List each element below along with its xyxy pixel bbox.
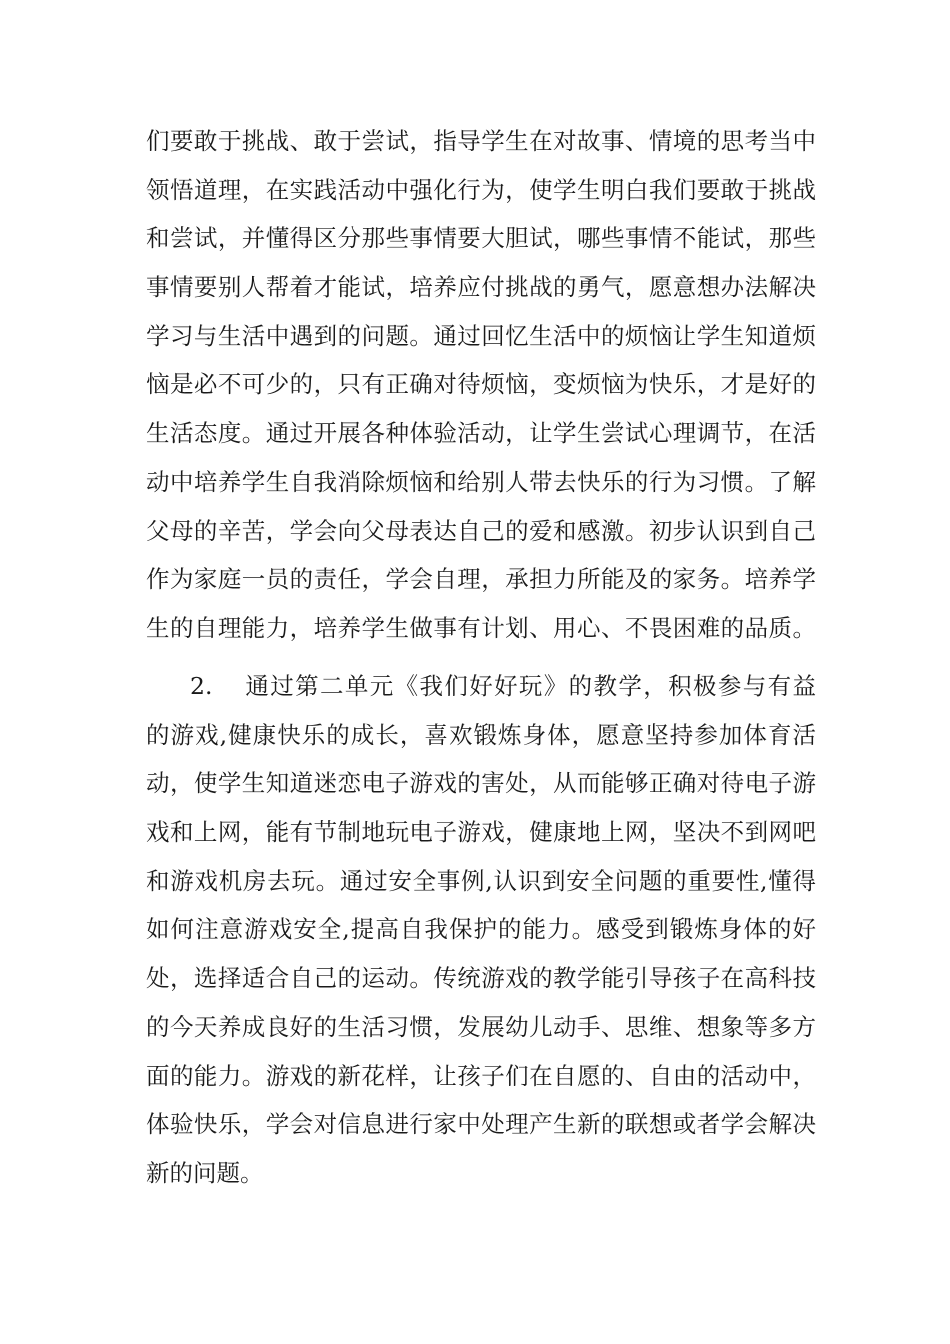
text-line: 面的能力。游戏的新花样，让孩子们在自愿的、自由的活动中，	[146, 1061, 816, 1090]
text-line: 体验快乐，学会对信息进行家中处理产生新的联想或者学会解决	[146, 1110, 816, 1139]
paragraph-goals-unit-2	[146, 662, 816, 1198]
text-line: 生活态度。通过开展各种体验活动，让学生尝试心理调节，在活	[146, 419, 816, 448]
text-line: 领悟道理，在实践活动中强化行为，使学生明白我们要敢于挑战	[146, 175, 816, 204]
text-line: 戏和上网，能有节制地玩电子游戏，健康地上网，坚决不到网吧	[146, 818, 816, 847]
text-line: 和游戏机房去玩。通过安全事例,认识到安全问题的重要性,懂得	[146, 866, 816, 895]
text-line: 恼是必不可少的，只有正确对待烦恼，变烦恼为快乐，才是好的	[146, 370, 816, 399]
numbered-first-line	[146, 662, 816, 711]
text-line: 处，选择适合自己的运动。传统游戏的教学能引导孩子在高科技	[146, 964, 816, 993]
paragraph-goals-unit-1	[146, 117, 816, 653]
text-line: 事情要别人帮着才能试，培养应付挑战的勇气，愿意想办法解决	[146, 273, 816, 302]
text-line: 的今天养成良好的生活习惯，发展幼儿动手、思维、想象等多方	[146, 1012, 816, 1041]
text-line: 们要敢于挑战、敢于尝试，指导学生在对故事、情境的思考当中	[146, 127, 816, 155]
text-line: 的游戏,健康快乐的成长，喜欢锻炼身体，愿意坚持参加体育活	[146, 720, 816, 749]
list-item-number: 2.	[190, 672, 213, 700]
text-line: 生的自理能力，培养学生做事有计划、用心、不畏困难的品质。	[146, 613, 816, 642]
text-line: 通过第二单元《我们好好玩》的教学，积极参与有益	[244, 672, 816, 700]
text-line: 新的问题。	[146, 1158, 264, 1187]
text-line: 学习与生活中遇到的问题。通过回忆生活中的烦恼让学生知道烦	[146, 321, 816, 350]
text-line: 如何注意游戏安全,提高自我保护的能力。感受到锻炼身体的好	[146, 915, 816, 944]
text-line: 动中培养学生自我消除烦恼和给别人带去快乐的行为习惯。了解	[146, 467, 816, 496]
text-line: 父母的辛苦，学会向父母表达自己的爱和感激。初步认识到自己	[146, 516, 816, 545]
text-line: 动，使学生知道迷恋电子游戏的害处，从而能够正确对待电子游	[146, 769, 816, 798]
text-line: 和尝试，并懂得区分那些事情要大胆试，哪些事情不能试，那些	[146, 224, 816, 253]
text-line: 作为家庭一员的责任，学会自理，承担力所能及的家务。培养学	[146, 565, 816, 594]
